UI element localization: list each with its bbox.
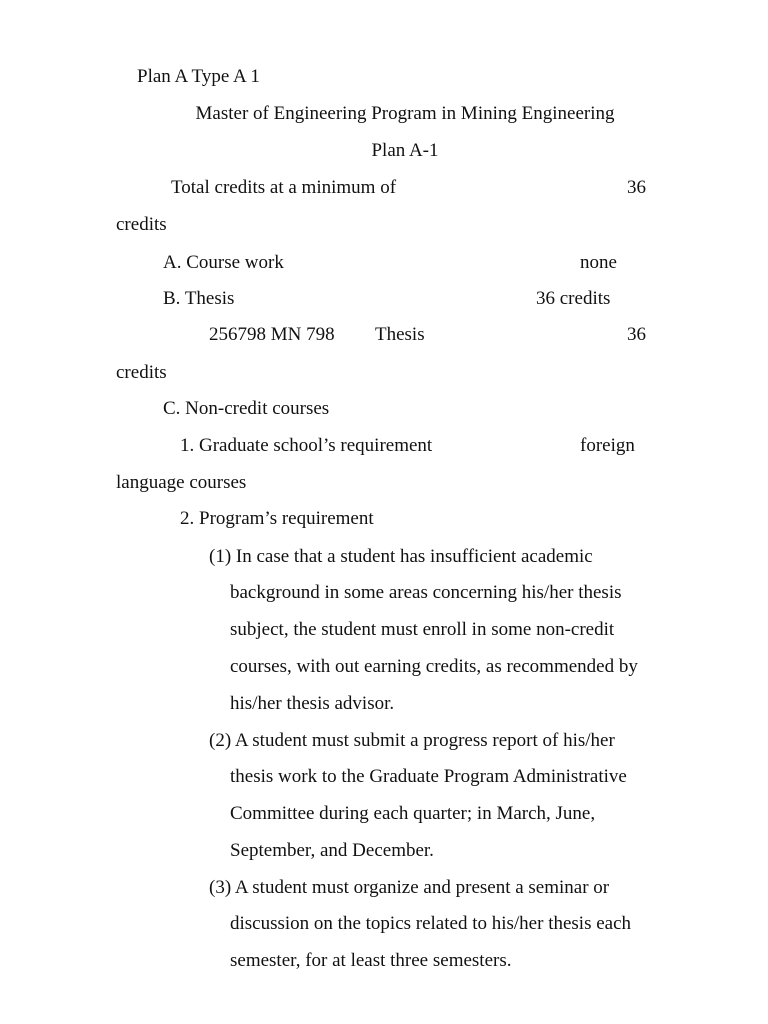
requirement-item-1-line: his/her thesis advisor.: [230, 693, 395, 714]
requirement-item-2-line: September, and December.: [230, 840, 434, 861]
requirement-item-3-line: (3) A student must organize and present a seminar or: [209, 877, 610, 898]
total-credits-label: Total credits at a minimum of: [171, 177, 397, 198]
non-credit-heading: C. Non-credit courses: [163, 398, 330, 419]
grad-requirement-value: foreign: [580, 435, 635, 456]
grad-requirement-continuation: language courses: [116, 472, 247, 493]
requirement-item-3-line: semester, for at least three semesters.: [230, 950, 512, 971]
requirement-item-2-line: Committee during each quarter; in March, June,: [230, 803, 596, 824]
thesis-course-value: 36: [627, 324, 646, 345]
thesis-course-name: Thesis: [375, 324, 425, 345]
requirement-item-1-line: background in some areas concerning his/her thesis: [230, 582, 622, 603]
requirement-item-1-line: courses, with out earning credits, as recommended by: [230, 656, 638, 677]
course-work-value: none: [580, 252, 617, 273]
thesis-course-unit: credits: [116, 362, 167, 383]
total-credits-value: 36: [627, 177, 646, 198]
plan-type-heading: Plan A Type A 1: [137, 66, 260, 87]
course-work-label: A. Course work: [163, 252, 284, 273]
thesis-label: B. Thesis: [163, 288, 235, 309]
requirement-item-1-line: subject, the student must enroll in some non-credit: [230, 619, 615, 640]
plan-title: Plan A-1: [371, 140, 439, 161]
program-requirement-heading: 2. Program’s requirement: [180, 508, 374, 529]
thesis-course-code: 256798 MN 798: [209, 324, 335, 345]
total-credits-unit: credits: [116, 214, 167, 235]
program-title: Master of Engineering Program in Mining Engineering: [195, 103, 615, 124]
requirement-item-2-line: thesis work to the Graduate Program Administrative: [230, 766, 627, 787]
grad-requirement-label: 1. Graduate school’s requirement: [180, 435, 433, 456]
thesis-value: 36 credits: [536, 288, 611, 309]
requirement-item-1-line: (1) In case that a student has insufficient academic: [209, 546, 593, 567]
requirement-item-2-line: (2) A student must submit a progress report of his/her: [209, 730, 615, 751]
requirement-item-3-line: discussion on the topics related to his/her thesis each: [230, 913, 632, 934]
